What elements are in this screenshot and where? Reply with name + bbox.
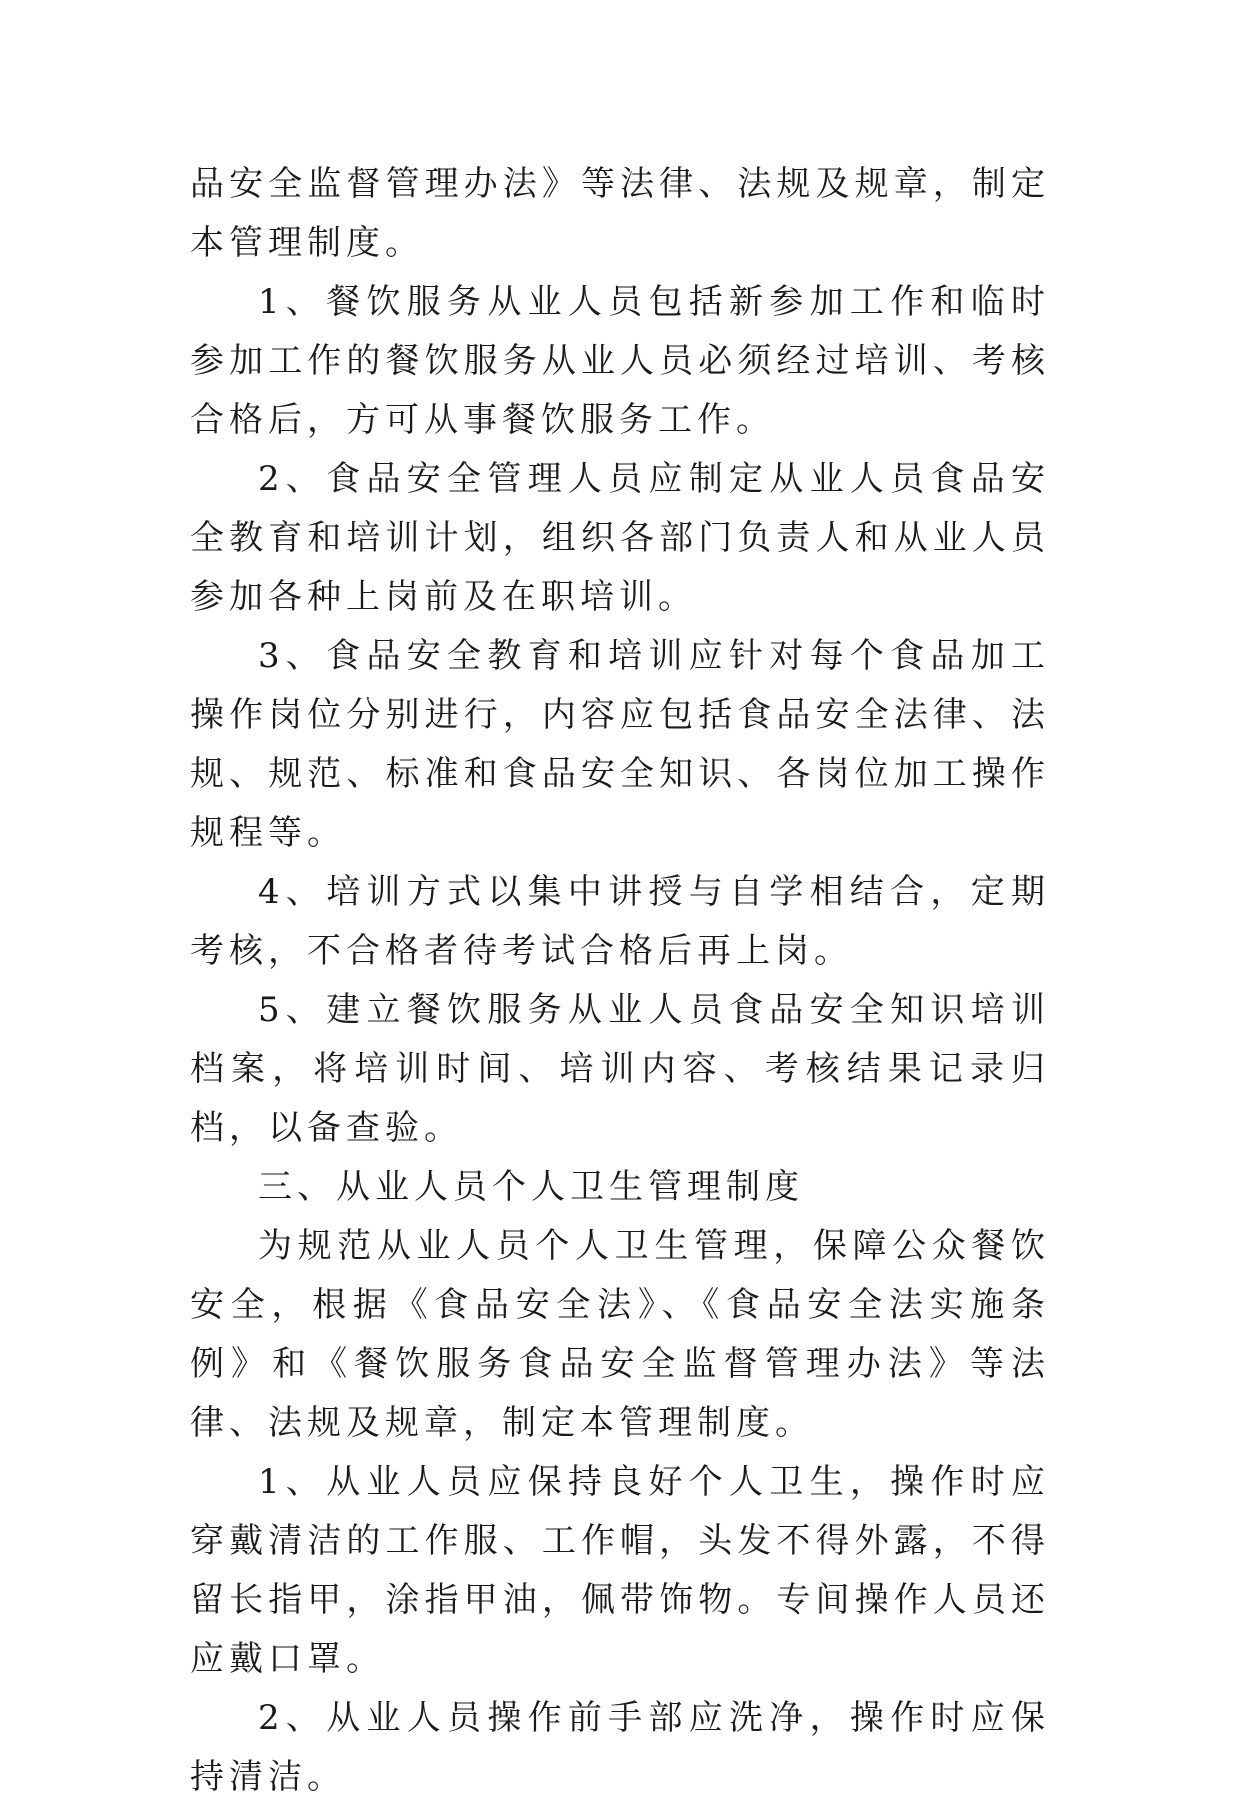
paragraph-item-3: 3、食品安全教育和培训应针对每个食品加工操作岗位分别进行，内容应包括食品安全法律、法规、规范、标准和食品安全知识、各岗位加工操作规程等。 xyxy=(190,636,1050,853)
paragraph-hygiene-item-2: 2、从业人员操作前手部应洗净，操作时应保持清洁。 xyxy=(190,1698,1050,1797)
section-intro-paragraph: 为规范从业人员个人卫生管理，保障公众餐饮安全，根据《食品安全法》、《食品安全法实施条例》和《餐饮服务食品安全监督管理办法》等法律、法规及规章，制定本管理制度。 xyxy=(190,1226,1050,1443)
paragraph-item-4: 4、培训方式以集中讲授与自学相结合，定期考核，不合格者待考试合格后再上岗。 xyxy=(190,872,1050,971)
paragraph-item-5: 5、建立餐饮服务从业人员食品安全知识培训档案，将培训时间、培训内容、考核结果记录归档，以备查验。 xyxy=(190,990,1050,1148)
paragraph-item-1: 1、餐饮服务从业人员包括新参加工作和临时参加工作的餐饮服务从业人员必须经过培训、考核合格后，方可从事餐饮服务工作。 xyxy=(190,282,1050,440)
document-body xyxy=(190,155,1050,1807)
paragraph-continuation: 品安全监督管理办法》等法律、法规及规章，制定本管理制度。 xyxy=(190,164,1050,263)
paragraph-item-2: 2、食品安全管理人员应制定从业人员食品安全教育和培训计划，组织各部门负责人和从业人员参加各种上岗前及在职培训。 xyxy=(190,459,1050,617)
paragraph-hygiene-item-1: 1、从业人员应保持良好个人卫生，操作时应穿戴清洁的工作服、工作帽，头发不得外露，不得留长指甲，涂指甲油，佩带饰物。专间操作人员还应戴口罩。 xyxy=(190,1462,1050,1679)
section-heading: 三、从业人员个人卫生管理制度 xyxy=(258,1167,804,1207)
